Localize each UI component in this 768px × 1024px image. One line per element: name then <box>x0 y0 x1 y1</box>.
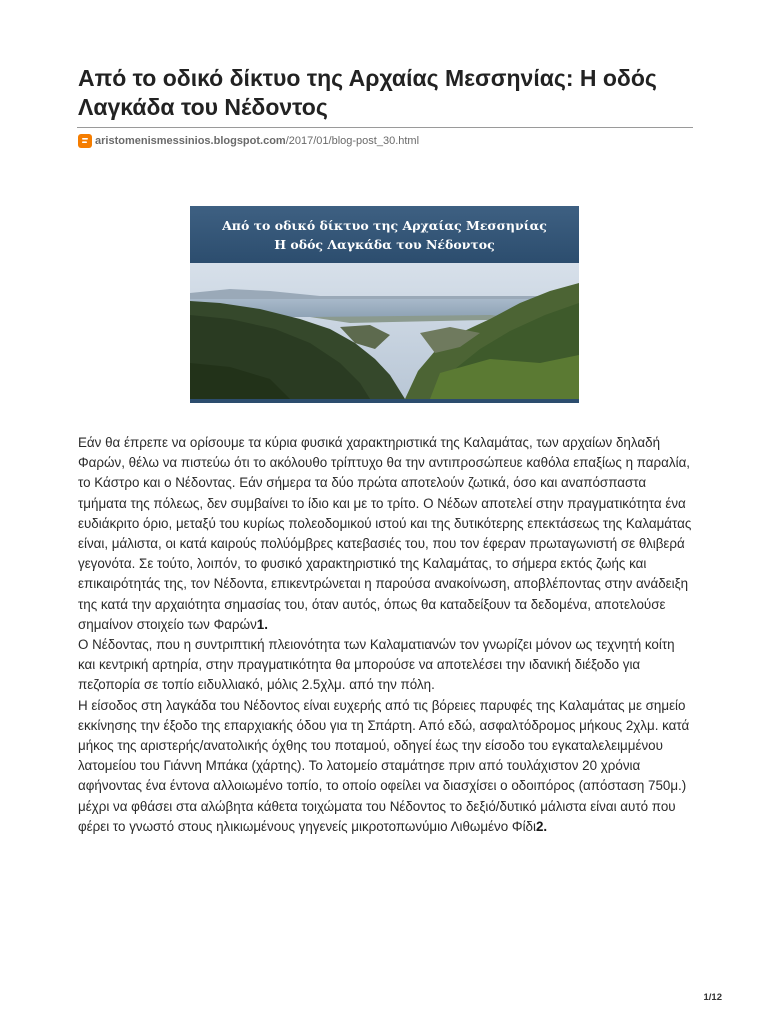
paragraph <box>78 433 694 635</box>
source-path[interactable]: /2017/01/blog-post_30.html <box>285 135 420 147</box>
banner-title-line-2: Η οδός Λαγκάδα του Νέδοντος <box>274 237 495 252</box>
title-divider <box>77 127 693 128</box>
paragraph <box>78 635 694 696</box>
source-link[interactable] <box>78 132 419 150</box>
footnote-ref[interactable]: 2. <box>535 818 548 834</box>
page-number: 1/12 <box>703 992 722 1003</box>
blogger-icon <box>78 134 92 148</box>
paragraph-text: Ο Νέδοντας, που η συντριπτική πλειονότητα των Καλαματιανών τον γνωρίζει μόνον ως τεχνητή κοίτη και κεντρική αρτηρία, στην πραγματικότητα θα μπορούσε να αποτελέσει την ιδανική διέξοδο για πεζοπορία σε τοπίο ειδυλλιακό, μόλις 2.5χλμ. από την πόλη. <box>78 637 675 693</box>
footnote-ref[interactable]: 1. <box>256 616 268 632</box>
paragraph <box>78 696 694 837</box>
banner-header <box>190 206 579 263</box>
gorge-landscape-photo <box>190 263 579 399</box>
paragraph-text: Εάν θα έπρεπε να ορίσουμε τα κύρια φυσικά χαρακτηριστικά της Καλαμάτας, των αρχαίων δηλαδή Φαρών, θέλω να πιστεύω ότι το ακόλουθο τρίπτυχο θα την αντιπροσώπευε καθόλα επαξίως η παραλία, το Κάστρο και ο Νέδοντας. Εάν σήμερα τα δύο πρώτα αποτελούν ζωτικά, όσο και αναπόσπαστα τμήματα της πόλεως, δεν συμβαίνει το ίδιο και με το τρίτο. Ο Νέδων αποτελεί στην πραγματικότητα ένα ευδιάκριτο όριο, μεταξύ του κυρίως πολεοδομικού ιστού και της δυτικότερης επεκτάσεως της Καλαμάτας είναι, μάλιστα, οι κατά καιρούς πολύόμβρες κατεβασιές του, που τον έφεραν πρωταγωνιστή σε θλιβερά γεγονότα. Σε τούτο, λοιπόν, το φυσικό χαρακτηριστικό της Καλαμάτας, το σήμερα εκτός ζωής και επικαιρότητάς της, τον Νέδοντα, επικεντρώνεται η παρούσα ανακοίνωση, αποβλέποντας στην ανάδειξη της κατά την αρχαιότητα σημασίας του, όταν αυτός, όπως θα καταδείξουν τα δεδομένα, αποτελούσε σημαίνον στοιχείο των Φαρών <box>78 435 692 632</box>
paragraph-text: Η είσοδος στη λαγκάδα του Νέδοντος είναι ευχερής από τις βόρειες παρυφές της Καλαμάτας με σημείο εκκίνησης την έξοδο της επαρχιακής όδου για τη Σπάρτη. Από εδώ, ασφαλτόδρομος μήκους 2χλμ. κατά μήκος της αριστερής/ανατολικής όχθης του ποταμού, οδηγεί έως την είσοδο του εγκαταλελειμμένου λατομείου του Γιάννη Μπάκα (χάρτης). Το λατομείο σταμάτησε πριν από τουλάχιστον 20 χρόνια αφήνοντας ένα έντονα αλλοιωμένο τοπίο, το οποίο οφείλει να διασχίσει ο οδοιπόρος (απόσταση 750μ.) μέχρι να φθάσει στα αλώβητα κάθετα τοιχώματα του Νέδοντος το δεξιό/δυτικό μάλιστα είναι αυτό που φέρει το γνωστό στους ηλικιωμένους γηγενείς μικροτοπωνύμιο Λιθωμένο Φίδι <box>78 697 690 834</box>
article-body <box>78 433 694 837</box>
banner-title-line-1: Από το οδικό δίκτυο της Αρχαίας Μεσσηνίας <box>222 218 547 233</box>
banner-bottom-border <box>190 399 579 403</box>
source-domain[interactable]: aristomenismessinios.blogspot.com <box>95 135 286 147</box>
page-title: Από το οδικό δίκτυο της Αρχαίας Μεσσηνίας: Η οδός Λαγκάδα του Νέδοντος <box>78 65 657 120</box>
banner-image <box>190 206 579 403</box>
